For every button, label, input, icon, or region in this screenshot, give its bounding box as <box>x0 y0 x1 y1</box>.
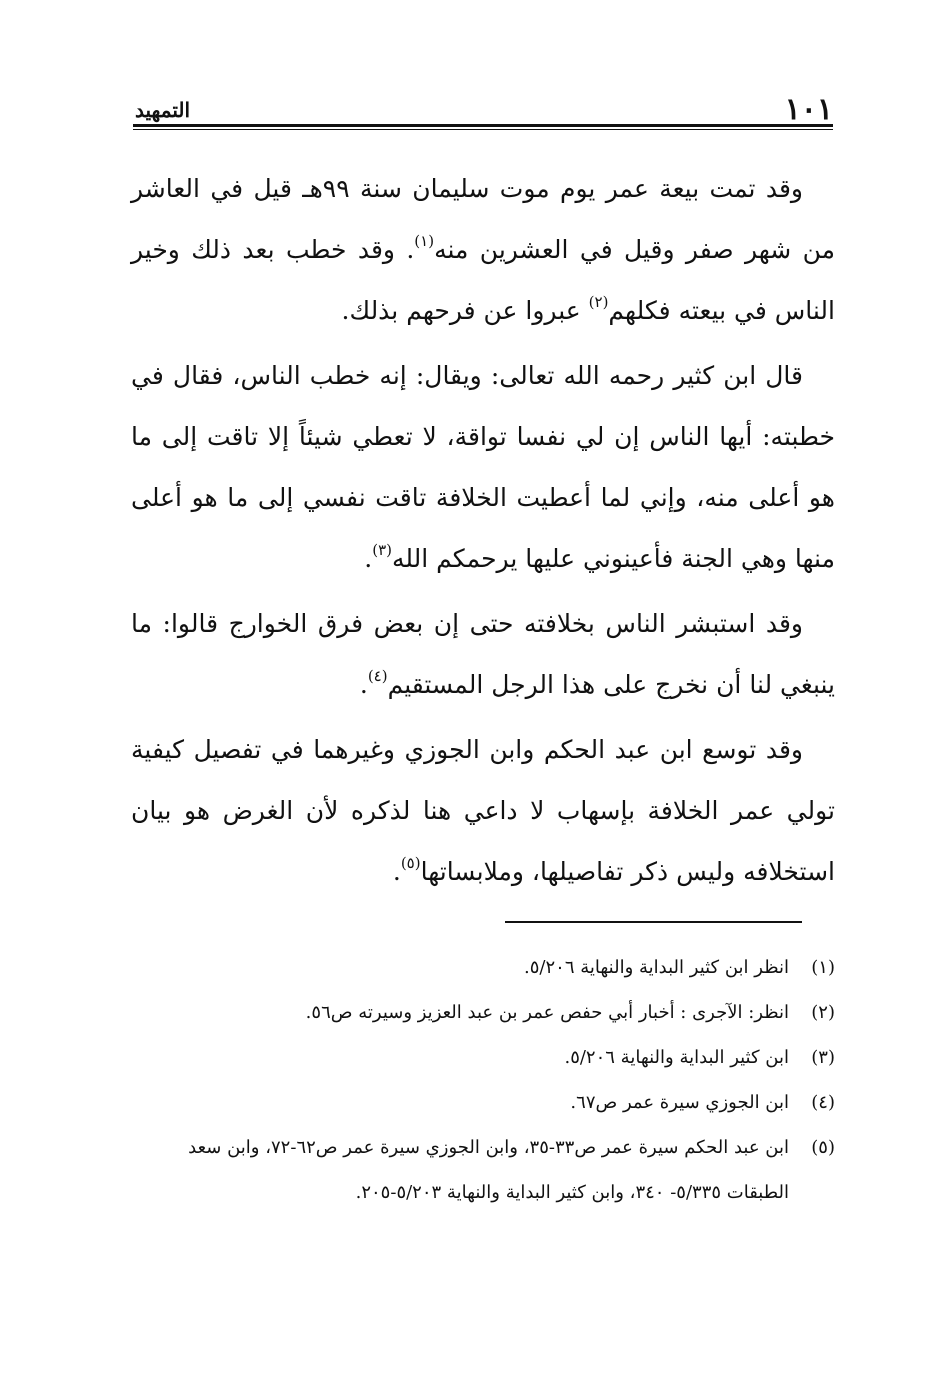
paragraph-4 <box>131 719 835 902</box>
footnote-ref-4: (٤) <box>367 667 388 685</box>
paragraph-text: . <box>392 857 401 886</box>
paragraph-text: . <box>364 544 373 573</box>
footnote-item <box>131 1080 835 1125</box>
footnote-number: (١) <box>811 957 835 978</box>
paragraph-text: عبروا عن فرحهم بذلك. <box>341 296 589 325</box>
footnote-item <box>131 945 835 990</box>
footnote-text: انظر ابن كثير البداية والنهاية ٥/٢٠٦. <box>524 957 789 978</box>
paragraph-text: قال ابن كثير رحمه الله تعالى: ويقال: إنه خطب الناس، فقال في خطبته: أيها الناس إن لي نفسا تواقة، لا تعطي شيئاً إلا تاقت إلى ما هو أعلى منه، وإني لما أعطيت الخلافة تاقت نفسي إلى ما هو أعلى منها وهي الجنة فأعينوني عليها يرحمكم الله <box>131 361 835 573</box>
footnote-text: انظر: الآجرى : أخبار أبي حفص عمر بن عبد العزيز وسيرته ص٥٦. <box>305 1002 789 1023</box>
footnote-ref-3: (٣) <box>372 541 392 559</box>
footnotes <box>131 945 835 1215</box>
footnote-separator <box>505 921 802 923</box>
footnote-number: (٤) <box>811 1092 835 1113</box>
paragraph-3 <box>131 593 835 715</box>
page-number: ١٠١ <box>784 92 833 127</box>
footnote-text: ابن عبد الحكم سيرة عمر ص٣٣-٣٥، وابن الجوزي سيرة عمر ص٦٢-٧٢، وابن سعد الطبقات ٥/٣٣٥- ٣٤٠، وابن كثير البداية والنهاية ٥/٢٠٣-٢٠٥. <box>188 1137 789 1203</box>
header-rule <box>133 124 833 130</box>
paragraph-1 <box>131 158 835 341</box>
paragraph-text: وقد توسع ابن عبد الحكم وابن الجوزي وغيرهما في تفصيل كيفية تولي عمر الخلافة بإسهاب لا داعي هنا لذكره لأن الغرض هو بيان استخلافه وليس ذكر تفاصيلها، وملابساتها <box>131 735 835 886</box>
footnote-ref-1: (١) <box>414 232 435 250</box>
footnote-item <box>131 1125 835 1215</box>
footnote-number: (٢) <box>811 1002 835 1023</box>
footnote-item <box>131 1035 835 1080</box>
footnote-number: (٥) <box>811 1137 835 1158</box>
section-title: التمهيد <box>135 98 190 122</box>
main-text <box>131 158 835 906</box>
paragraph-2 <box>131 345 835 589</box>
paragraph-text: وقد تمت بيعة عمر يوم موت سليمان سنة ٩٩هـ قيل في العاشر من شهر صفر وقيل في العشرين منه <box>131 174 835 264</box>
footnote-item <box>131 990 835 1035</box>
paragraph-text: . وقد خطب بعد ذلك وخير الناس في بيعته فكلهم <box>131 235 835 325</box>
footnote-ref-5: (٥) <box>400 854 421 872</box>
paragraph-text: . <box>359 670 368 699</box>
footnote-text: ابن الجوزي سيرة عمر ص٦٧. <box>570 1092 789 1113</box>
running-header <box>133 93 833 133</box>
footnote-text: ابن كثير البداية والنهاية ٥/٢٠٦. <box>564 1047 789 1068</box>
footnote-number: (٣) <box>811 1047 835 1068</box>
footnote-ref-2: (٢) <box>588 293 609 311</box>
paragraph-text: وقد استبشر الناس بخلافته حتى إن بعض فرق الخوارج قالوا: ما ينبغي لنا أن نخرج على هذا الرجل المستقيم <box>131 609 835 699</box>
